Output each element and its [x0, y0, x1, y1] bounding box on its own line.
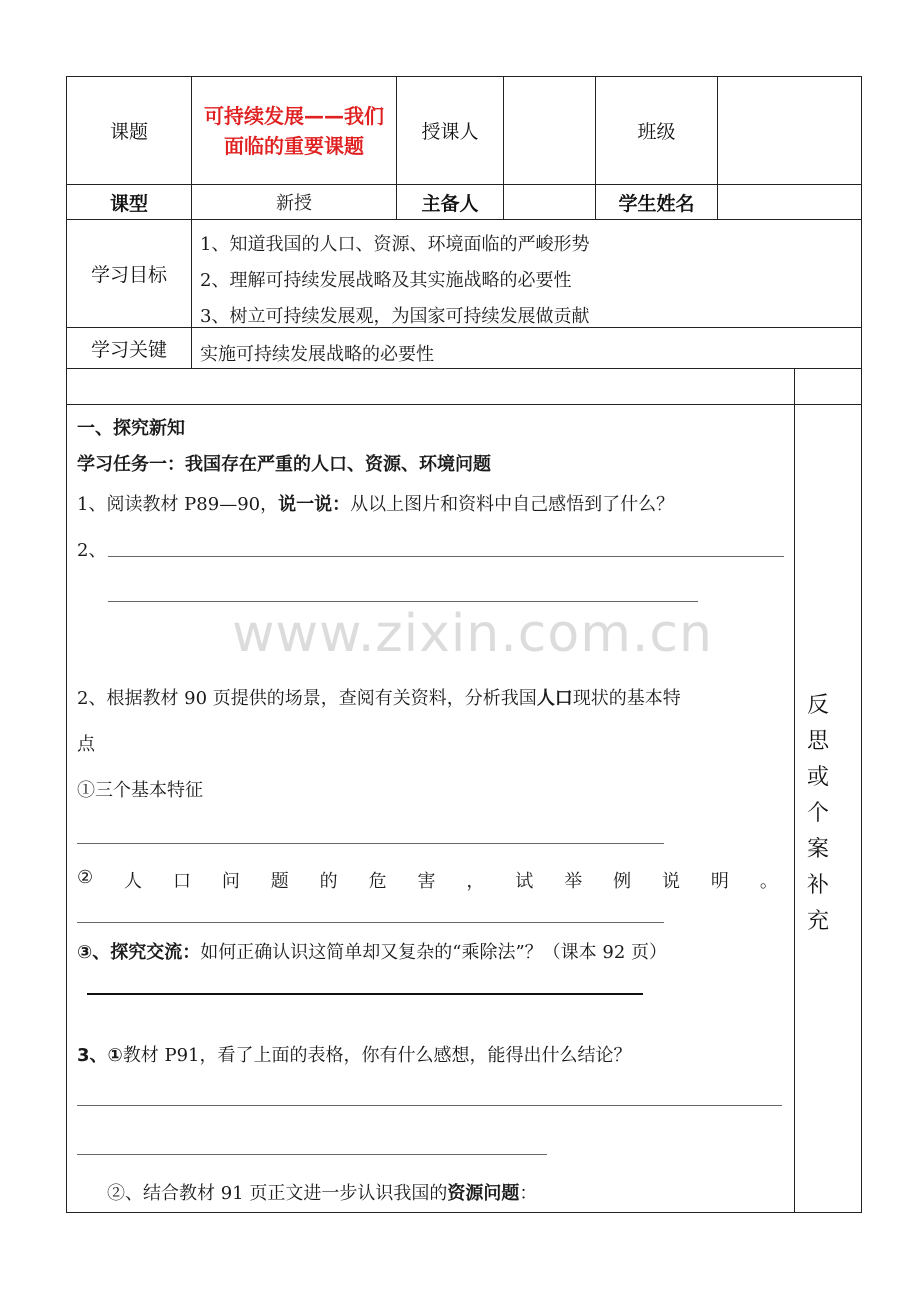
sub2-char: ， [466, 871, 485, 892]
sub2-char: 口 [172, 871, 191, 892]
q3b-bold: 资源问题 [447, 1183, 520, 1204]
sub-question-1: ①三个基本特征 [77, 780, 203, 801]
question-2b-line2: 点 [77, 734, 95, 755]
answer-line[interactable] [87, 993, 643, 995]
topic-cell [192, 77, 396, 184]
question-3 [77, 1041, 632, 1067]
type-value: 新授 [276, 193, 312, 214]
student-name-label: 学生姓名 [618, 192, 695, 215]
question-1 [77, 490, 674, 516]
teacher-label: 授课人 [421, 121, 479, 143]
answer-line[interactable] [77, 843, 664, 844]
class-value[interactable] [718, 77, 861, 184]
sub3-bold: ③、探究交流： [77, 942, 201, 963]
sub2-char: 明 [710, 871, 729, 892]
sub-question-3 [77, 938, 667, 964]
sub2-char: 题 [270, 871, 289, 892]
question-2-label: 2、 [77, 540, 107, 561]
type-label: 课型 [109, 192, 148, 215]
topic-title: 可持续发展——我们面临的重要课题 [204, 103, 384, 158]
class-label: 班级 [637, 121, 676, 143]
key-label: 学习关键 [90, 338, 167, 361]
q2b-rest: 现状的基本特 [572, 688, 681, 709]
q3-bold: 3、① [77, 1045, 123, 1066]
teacher-value[interactable] [504, 77, 595, 184]
answer-line[interactable] [77, 922, 664, 923]
preparer-value[interactable] [504, 185, 595, 219]
sub2-char: 例 [613, 871, 632, 892]
objective-item: 1、知道我国的人口、资源、环境面临的严峻形势 [200, 234, 590, 255]
objective-item: 2、理解可持续发展战略及其实施战略的必要性 [200, 270, 572, 291]
answer-line[interactable] [108, 556, 784, 557]
answer-line[interactable] [77, 1105, 782, 1106]
student-name-value[interactable] [718, 185, 861, 219]
q1-bold: 说一说： [278, 494, 351, 515]
q1-rest: 从以上图片和资料中自己感悟到了什么？ [350, 494, 675, 515]
sub-question-2 [77, 867, 778, 893]
side-note: 反思或个案补充 [806, 693, 829, 934]
q3b-rest: ： [519, 1183, 538, 1204]
q2b-prefix: 2、根据教材 90 页提供的场景，查阅有关资料，分析我国 [77, 688, 537, 709]
sub2-char: 举 [564, 871, 583, 892]
sub2-char: 人 [124, 871, 143, 892]
sub2-char: 的 [319, 871, 338, 892]
sub2-char: 害 [417, 871, 436, 892]
sub2-char: 问 [221, 871, 240, 892]
key-value: 实施可持续发展战略的必要性 [200, 344, 434, 365]
objectives-label: 学习目标 [90, 264, 167, 286]
sub3-rest: 如何正确认识这简单却又复杂的“乘除法”？（课本 92 页） [200, 942, 667, 963]
q3b-prefix: ②、结合教材 91 页正文进一步认识我国的 [107, 1183, 448, 1204]
topic-label: 课题 [109, 121, 148, 143]
sub2-char: 说 [662, 871, 681, 892]
sub2-char: 危 [368, 871, 387, 892]
q2b-bold: 人口 [536, 688, 573, 709]
q1-prefix: 1、阅读教材 P89—90， [77, 494, 279, 515]
question-3b [107, 1179, 537, 1205]
objective-item: 3、树立可持续发展观，为国家可持续发展做贡献 [200, 306, 590, 327]
sub2-char: 试 [515, 871, 534, 892]
preparer-label: 主备人 [421, 192, 479, 215]
sub2-char: 。 [759, 871, 778, 892]
task1-title: 学习任务一：我国存在严重的人口、资源、环境问题 [77, 454, 491, 475]
section-title: 一、探究新知 [77, 418, 185, 439]
answer-line[interactable] [108, 601, 698, 602]
q3-rest: 教材 P91，看了上面的表格，你有什么感想，能得出什么结论？ [122, 1045, 632, 1066]
answer-line[interactable] [77, 1154, 547, 1155]
sub2-char: ② [77, 867, 94, 888]
watermark: www.zixin.com.cn [232, 604, 713, 664]
question-2b [77, 684, 681, 710]
